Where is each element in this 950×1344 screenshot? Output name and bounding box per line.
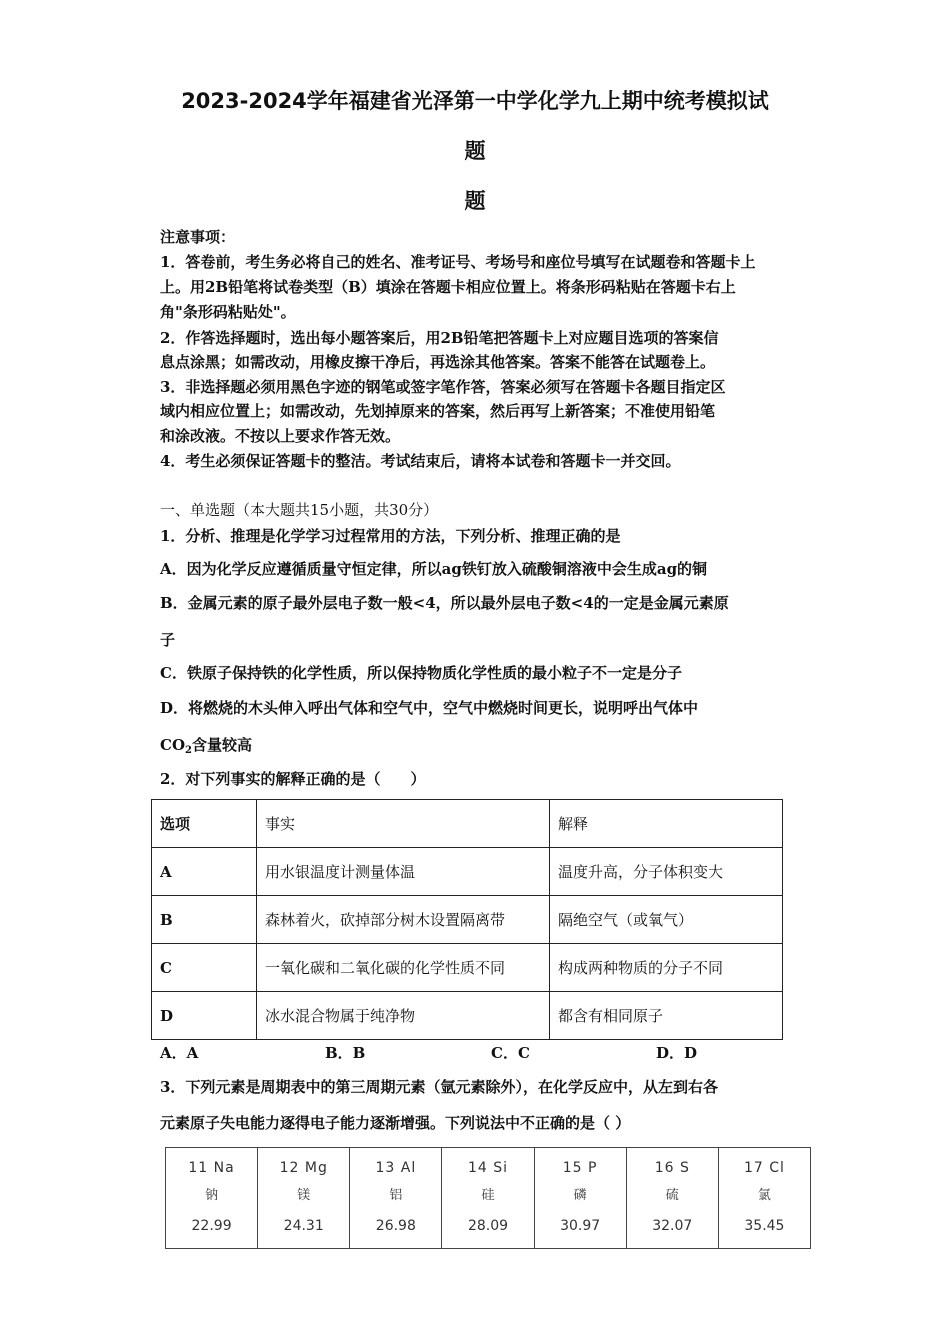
element-symbol: S bbox=[679, 1160, 690, 1176]
element-mass: 24.31 bbox=[283, 1218, 324, 1234]
answer-option-d: D．D bbox=[656, 1044, 698, 1062]
element-number: 17 bbox=[743, 1160, 764, 1176]
table-row bbox=[152, 848, 783, 896]
element-mass: 28.09 bbox=[467, 1218, 509, 1234]
element-name: 磷 bbox=[573, 1188, 587, 1203]
element-mass: 35.45 bbox=[744, 1218, 785, 1234]
periodic-table-row bbox=[165, 1147, 811, 1249]
notice-heading: 注意事项： bbox=[160, 228, 236, 246]
element-mass: 22.99 bbox=[191, 1218, 232, 1234]
table-cell: 用水银温度计测量体温 bbox=[257, 848, 550, 896]
element-name: 硫 bbox=[665, 1188, 679, 1203]
question-1-option-c: C．铁原子保持铁的化学性质，所以保持物质化学性质的最小粒子不一定是分子 bbox=[160, 664, 682, 682]
notice-line: 息点涂黑；如需改动，用橡皮擦干净后，再选涂其他答案。答案不能答在试题卷上。 bbox=[160, 353, 716, 371]
notice-line: 和涂改液。不按以上要求作答无效。 bbox=[160, 427, 401, 445]
notice-line: 角"条形码粘贴处"。 bbox=[160, 303, 296, 321]
element-symbol: P bbox=[588, 1160, 598, 1176]
formula-subscript: 2 bbox=[185, 745, 192, 756]
table-row bbox=[152, 944, 783, 992]
table-cell: 森林着火，砍掉部分树木设置隔离带 bbox=[257, 896, 550, 944]
table-cell: 隔绝空气（或氧气） bbox=[550, 896, 783, 944]
element-mass: 26.98 bbox=[375, 1218, 416, 1234]
table-header-cell: 解释 bbox=[550, 800, 783, 848]
element-cell bbox=[166, 1148, 258, 1249]
notice-line: 4．考生必须保证答题卡的整洁。考试结束后，请将本试卷和答题卡一并交回。 bbox=[160, 452, 681, 470]
element-number: 13 bbox=[375, 1160, 396, 1176]
element-cell bbox=[258, 1148, 350, 1249]
element-cell bbox=[442, 1148, 534, 1249]
table-header-cell: 事实 bbox=[257, 800, 550, 848]
table-cell: 构成两种物质的分子不同 bbox=[550, 944, 783, 992]
exam-title-line-2: 题 bbox=[464, 139, 486, 163]
table-cell: 冰水混合物属于纯净物 bbox=[257, 992, 550, 1040]
element-mass: 30.97 bbox=[560, 1218, 601, 1234]
table-row bbox=[152, 896, 783, 944]
element-number: 15 bbox=[562, 1160, 583, 1176]
table-row bbox=[152, 992, 783, 1040]
question-1-option-d-cont bbox=[160, 735, 252, 755]
table-header-row bbox=[152, 800, 783, 848]
element-symbol: Cl bbox=[769, 1160, 785, 1176]
element-number: 16 bbox=[654, 1160, 675, 1176]
table-cell: 都含有相同原子 bbox=[550, 992, 783, 1040]
answer-option-b: B．B bbox=[325, 1044, 366, 1062]
question-3-stem: 3．下列元素是周期表中的第三周期元素（氩元素除外），在化学反应中，从左到右各 bbox=[160, 1078, 718, 1096]
question-1-option-b: B．金属元素的原子最外层电子数一般<4，所以最外层电子数<4的一定是金属元素原 bbox=[160, 594, 729, 612]
formula-suffix: 含量较高 bbox=[191, 736, 252, 754]
element-number: 12 bbox=[279, 1160, 300, 1176]
notice-line: 3．非选择题必须用黑色字迹的钢笔或签字笔作答，答案必须写在答题卡各题目指定区 bbox=[160, 378, 726, 396]
element-name: 钠 bbox=[205, 1188, 219, 1203]
table-cell: 一氧化碳和二氧化碳的化学性质不同 bbox=[257, 944, 550, 992]
table-cell: D bbox=[152, 992, 257, 1040]
element-symbol: Si bbox=[493, 1160, 509, 1176]
section-heading: 一、单选题（本大题共15小题，共30分） bbox=[160, 501, 439, 519]
notice-line: 2．作答选择题时，选出每小题答案后，用2B铅笔把答题卡上对应题目选项的答案信 bbox=[160, 329, 719, 347]
element-cell bbox=[626, 1148, 718, 1249]
question-3-stem-cont: 元素原子失电能力逐得电子能力逐渐增强。下列说法中不正确的是（ ） bbox=[160, 1114, 631, 1132]
element-symbol: Al bbox=[400, 1160, 417, 1176]
notice-line: 1．答卷前，考生务必将自己的姓名、准考证号、考场号和座位号填写在试题卷和答题卡上 bbox=[160, 253, 756, 271]
formula-co2: CO bbox=[160, 736, 186, 754]
question-2-stem: 2．对下列事实的解释正确的是（ ） bbox=[160, 770, 426, 788]
element-name: 氯 bbox=[757, 1188, 771, 1203]
element-symbol: Na bbox=[213, 1160, 235, 1176]
table-cell: B bbox=[152, 896, 257, 944]
element-symbol: Mg bbox=[304, 1160, 328, 1176]
table-cell: 温度升高，分子体积变大 bbox=[550, 848, 783, 896]
notice-line: 域内相应位置上；如需改动，先划掉原来的答案，然后再写上新答案；不准使用铅笔 bbox=[160, 402, 716, 420]
element-number: 11 bbox=[188, 1160, 209, 1176]
element-number: 14 bbox=[467, 1160, 488, 1176]
question-2-table bbox=[151, 799, 783, 1040]
element-cell bbox=[718, 1148, 810, 1249]
question-1-option-a: A．因为化学反应遵循质量守恒定律，所以ag铁钉放入硫酸铜溶液中会生成ag的铜 bbox=[160, 560, 708, 578]
exam-title-line-1: 2023-2024学年福建省光泽第一中学化学九上期中统考模拟试 bbox=[181, 89, 769, 113]
question-1-option-b-cont: 子 bbox=[160, 631, 176, 649]
exam-title-line-3: 题 bbox=[464, 189, 486, 213]
element-name: 铝 bbox=[389, 1188, 403, 1203]
question-2-options bbox=[160, 1042, 720, 1062]
table-cell: A bbox=[152, 848, 257, 896]
answer-option-c: C．C bbox=[491, 1044, 530, 1062]
element-cell bbox=[534, 1148, 626, 1249]
table-cell: C bbox=[152, 944, 257, 992]
element-cell bbox=[350, 1148, 442, 1249]
table-header-cell: 选项 bbox=[152, 800, 257, 848]
element-mass: 32.07 bbox=[652, 1218, 693, 1234]
question-1-option-d: D．将燃烧的木头伸入呼出气体和空气中，空气中燃烧时间更长，说明呼出气体中 bbox=[160, 699, 699, 717]
answer-option-a: A．A bbox=[160, 1044, 199, 1062]
element-name: 镁 bbox=[297, 1188, 311, 1203]
notice-line: 上。用2B铅笔将试卷类型（B）填涂在答题卡相应位置上。将条形码粘贴在答题卡右上 bbox=[160, 278, 736, 296]
element-name: 硅 bbox=[481, 1188, 495, 1203]
question-1-stem: 1．分析、推理是化学学习过程常用的方法，下列分析、推理正确的是 bbox=[160, 527, 621, 545]
